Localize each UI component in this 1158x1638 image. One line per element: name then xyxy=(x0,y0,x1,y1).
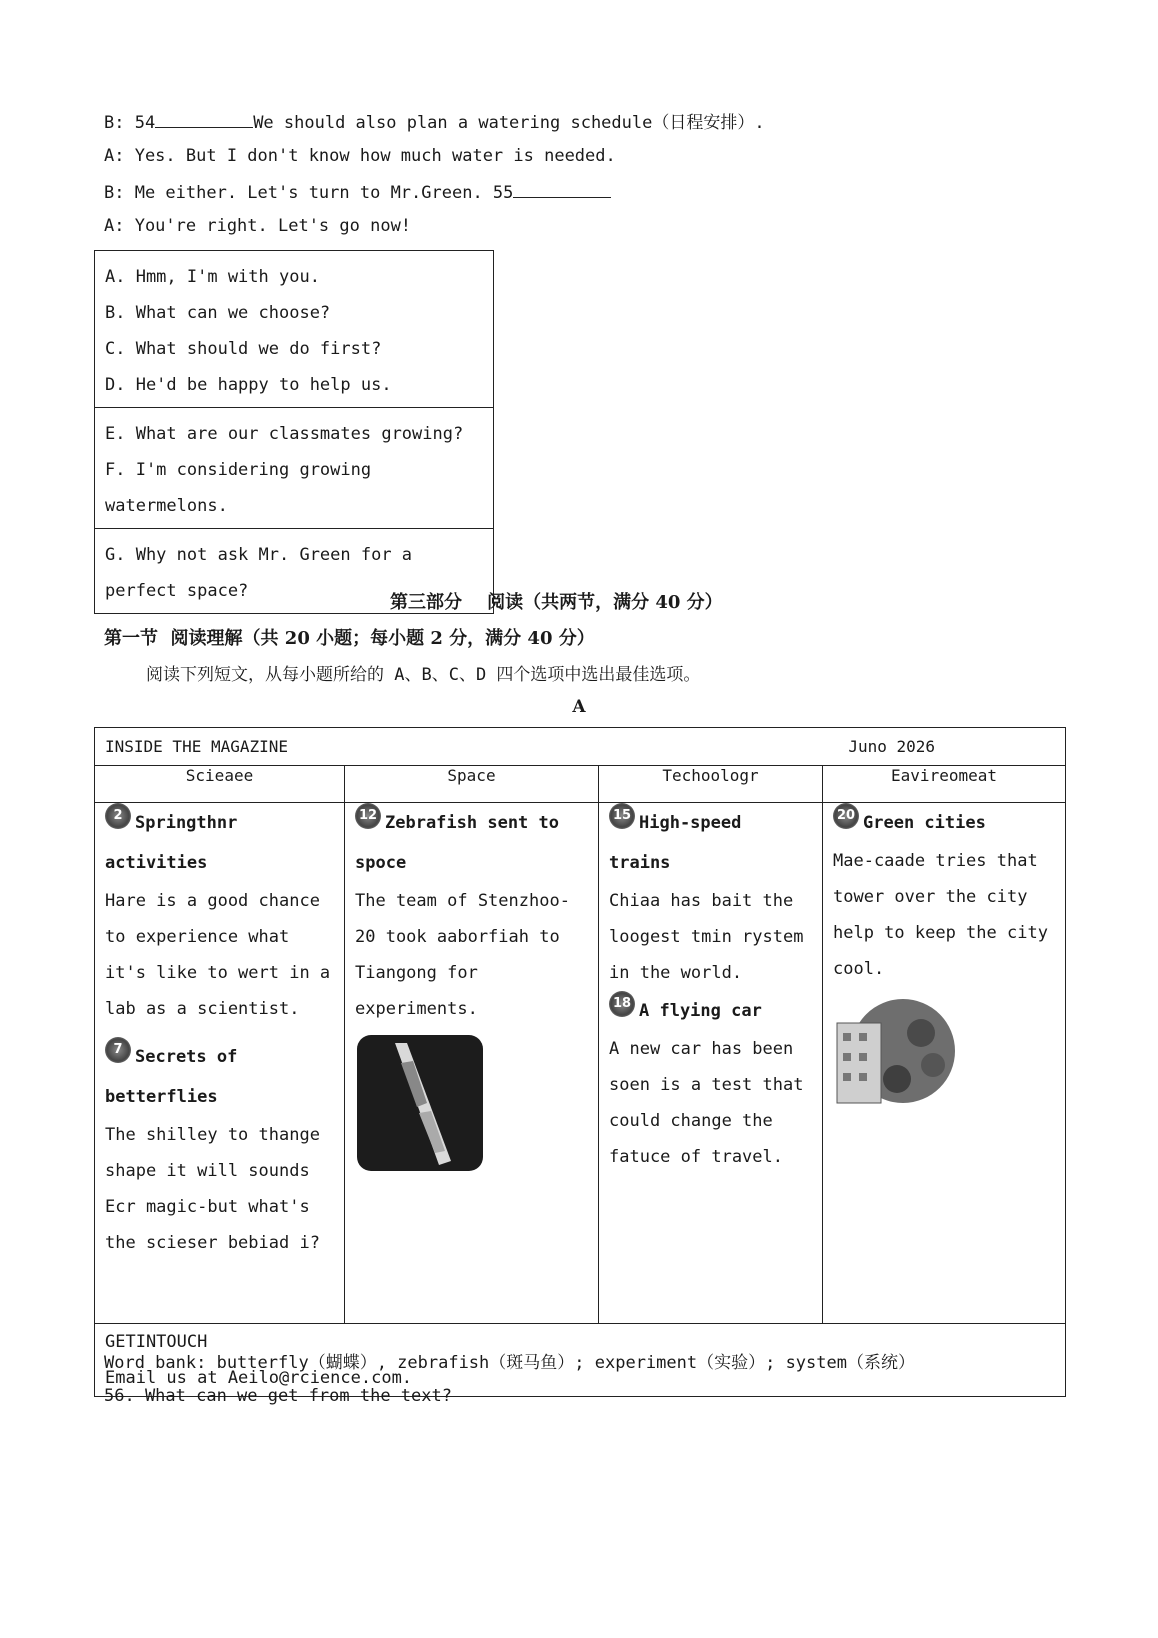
page-number-badge: 12 xyxy=(355,803,381,829)
option-b: B. What can we choose? xyxy=(105,303,331,323)
city-tower-photo xyxy=(833,993,963,1113)
magazine-table xyxy=(94,727,1066,1397)
options-section-2 xyxy=(95,408,493,529)
instruction: 阅读下列短文，从每小题所给的 A、B、C、D 四个选项中选出最佳选项。 xyxy=(146,665,701,685)
science-column xyxy=(95,803,345,1324)
dialogue-line-55: B: Me either. Let's turn to Mr.Green. 55 xyxy=(104,181,611,203)
magazine-header xyxy=(95,728,1066,766)
space-column xyxy=(345,803,599,1324)
dialogue-line-a1: A: Yes. But I don't know how much water is needed. xyxy=(104,146,616,166)
technology-column xyxy=(599,803,823,1324)
science-item-1: 2 Springthnr activities xyxy=(105,803,334,883)
space-item-1: 12 Zebrafish sent to spoce xyxy=(355,803,588,883)
technology-item-2-text: A new car has been soen is a test that could change the fatuce of travel. xyxy=(609,1039,804,1167)
page-number-badge: 20 xyxy=(833,803,859,829)
page-number-badge: 15 xyxy=(609,803,635,829)
science-item-2: 7 Secrets of betterflies xyxy=(105,1037,334,1117)
column-header-science: Scieaee xyxy=(95,766,345,803)
dialogue-line-a2: A: You're right. Let's go now! xyxy=(104,216,412,236)
rocket-photo xyxy=(355,1033,485,1173)
column-header-technology: Techoologr xyxy=(599,766,823,803)
environment-item-1: 20 Green cities xyxy=(833,803,1055,843)
section-heading: 第一节 阅读理解（共 20 小题；每小题 2 分，满分 40 分） xyxy=(104,628,595,649)
options-section-1 xyxy=(95,251,493,408)
column-header-environment: Eavireomeat xyxy=(823,766,1066,803)
footer-contact-title: GETINTOUCH xyxy=(105,1332,208,1352)
option-d: D. He'd be happy to help us. xyxy=(105,375,392,395)
environment-column xyxy=(823,803,1066,1324)
space-item-1-text: The team of Stenzhoo-20 took aaborfiah to Tiangong for experiments. xyxy=(355,891,570,1019)
option-a: A. Hmm, I'm with you. xyxy=(105,267,320,287)
magazine-title: INSIDE THE MAGAZINE xyxy=(105,737,289,756)
magazine-date: Juno 2026 xyxy=(848,737,936,756)
word-bank: Word bank: butterfly（蝴蝶）, zebrafish（斑马鱼）; experiment（实验）; system（系统） xyxy=(104,1353,915,1373)
option-e: E. What are our classmates growing? xyxy=(105,424,464,444)
answer-blank-54[interactable] xyxy=(155,111,253,128)
science-item-2-text: The shilley to thange shape it will sounds Ecr magic-but what's the scieser bebiad i? xyxy=(105,1125,320,1253)
question-56: 56. What can we get from the text? xyxy=(104,1386,452,1406)
part-heading: 第三部分 阅读（共两节，满分 40 分） xyxy=(390,592,723,613)
option-f: F. I'm considering growing watermelons. xyxy=(105,460,372,516)
options-box xyxy=(94,250,494,614)
environment-item-1-text: Mae-caade tries that tower over the city help to keep the city cool. xyxy=(833,851,1048,979)
page-number-badge: 18 xyxy=(609,991,635,1017)
science-item-1-text: Hare is a good chance to experience what it's like to wert in a lab as a scientist. xyxy=(105,891,331,1019)
passage-label: A xyxy=(572,697,586,717)
technology-item-1: 15 High-speed trains xyxy=(609,803,812,883)
option-c: C. What should we do first? xyxy=(105,339,382,359)
page-number-badge: 7 xyxy=(105,1037,131,1063)
footer-email[interactable]: Email us at Aeilo@rcience.com. xyxy=(105,1368,413,1388)
page-number-badge: 2 xyxy=(105,803,131,829)
option-g: G. Why not ask Mr. Green for a perfect space? xyxy=(105,545,413,601)
technology-item-1-text: Chiaa has bait the loogest tmin rystem in the world. xyxy=(609,891,804,983)
dialogue-line-54: B: 54 We should also plan a watering schedule（日程安排）. xyxy=(104,113,765,133)
answer-blank-55[interactable] xyxy=(513,181,611,198)
column-header-space: Space xyxy=(345,766,599,803)
technology-item-2: 18 A flying car xyxy=(609,991,812,1031)
